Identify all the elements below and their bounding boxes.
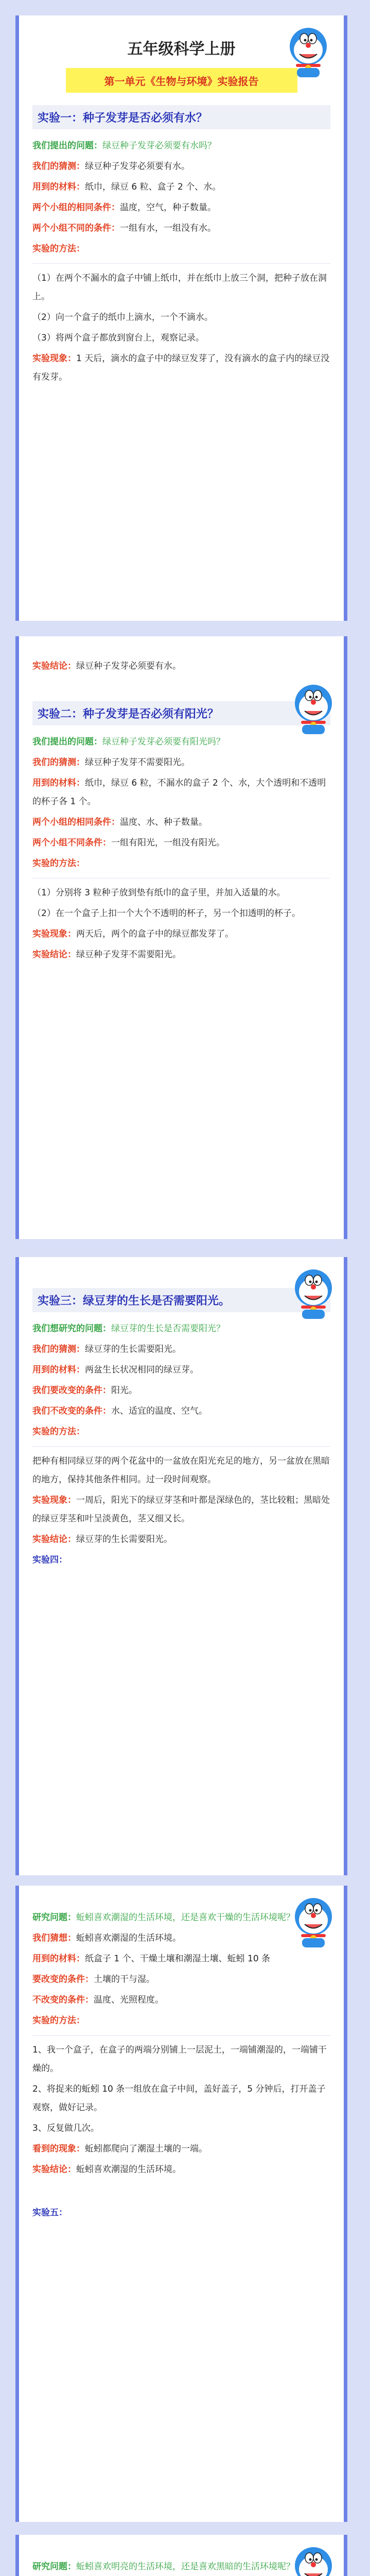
- doraemon-icon: [293, 1896, 333, 1948]
- divider: [32, 1446, 330, 1447]
- exp1-method-label: 实验的方法：: [32, 244, 85, 254]
- exp4-method-label: 实验的方法：: [32, 2015, 85, 2026]
- exp4-step-3: 3、反复做几次。: [32, 2123, 99, 2133]
- doraemon-icon: [293, 2545, 333, 2576]
- exp3-question: 我们想研究的问题：绿豆芽的生长是否需要阳光？: [32, 1324, 225, 1334]
- exp3-keep-condition: 我们不改变的条件：水、适宜的温度、空气。: [32, 1406, 207, 1416]
- exp3-method: 把种有相同绿豆芽的两个花盆中的一盆放在阳光充足的地方，另一盆放在黑暗的地方，保持其他条件相同。过一段时间观察。: [32, 1456, 330, 1485]
- exp1-same-conditions: 两个小组的相同条件：温度，空气，种子数量。: [32, 202, 216, 213]
- exp5-question: 研究问题：蚯蚓喜欢明亮的生活环境，还是喜欢黑暗的生活环境呢？: [32, 2562, 295, 2572]
- unit-banner: 第一单元《生物与环境》实验报告: [66, 68, 297, 93]
- exp1-step-1: （1）在两个不漏水的盒子中铺上纸巾，并在纸巾上放三个洞，把种子放在洞上。: [32, 273, 327, 302]
- exp2-same-conditions: 两个小组的相同条件：温度、水、种子数量。: [32, 817, 207, 827]
- exp4-materials: 用到的材料：纸盒子 1 个、干燥土壤和潮湿土壤、蚯蚓 10 条: [32, 1954, 271, 1964]
- card-2: [15, 636, 347, 1239]
- experiment-2-title: 实验二：种子发芽是否必须有阳光？: [32, 701, 330, 725]
- exp2-phenomenon: 实验现象：两天后，两个的盒子中的绿豆都发芽了。: [32, 929, 234, 939]
- doraemon-icon: [288, 26, 328, 78]
- exp2-diff-conditions: 两个小组不同条件：一组有阳光，一组没有阳光。: [32, 838, 225, 848]
- divider: [32, 263, 330, 264]
- doraemon-icon: [293, 1267, 333, 1320]
- card-1: [15, 15, 347, 621]
- exp4-question: 研究问题：蚯蚓喜欢潮湿的生活环境，还是喜欢干燥的生活环境呢？: [32, 1912, 295, 1923]
- exp2-step-1: （1）分别将 3 粒种子放到垫有纸巾的盒子里，并加入适量的水。: [32, 888, 286, 898]
- exp3-guess: 我们的猜测：绿豆芽的生长需要阳光。: [32, 1344, 181, 1354]
- doraemon-icon: [293, 683, 333, 735]
- page-title: 五年级科学上册: [127, 40, 236, 58]
- exp1-conclusion: 实验结论：绿豆种子发芽必须要有水。: [32, 661, 181, 671]
- experiment-5-heading: 实验五：: [32, 2208, 67, 2218]
- exp2-question: 我们提出的问题：绿豆种子发芽必须要有阳光吗？: [32, 737, 225, 747]
- exp1-diff-conditions: 两个小组不同的条件：一组有水，一组没有水。: [32, 223, 216, 233]
- exp1-phenomenon: 实验现象：1 天后，滴水的盒子中的绿豆发芽了，没有滴水的盒子内的绿豆没有发芽。: [32, 353, 330, 382]
- exp1-materials: 用到的材料：纸巾，绿豆 6 粒、盒子 2 个、水。: [32, 182, 221, 192]
- exp2-guess: 我们的猜测：绿豆种子发芽不需要阳光。: [32, 757, 190, 768]
- exp4-conclusion: 实验结论：蚯蚓喜欢潮湿的生活环境。: [32, 2164, 181, 2175]
- exp1-step-3: （3）将两个盒子都放到窗台上，观察记录。: [32, 333, 204, 343]
- exp3-phenomenon: 实验现象：一周后，阳光下的绿豆芽茎和叶都是深绿色的，茎比较粗；黑暗处的绿豆芽茎和叶呈淡黄色，茎又细又长。: [32, 1495, 330, 1524]
- exp1-question: 我们提出的问题：绿豆种子发芽必须要有水吗？: [32, 141, 216, 151]
- exp2-method-label: 实验的方法：: [32, 858, 85, 869]
- exp4-step-1: 1、我一个盒子，在盒子的两端分别铺上一层泥土，一端铺潮湿的，一端铺干燥的。: [32, 2045, 327, 2074]
- exp4-step-2: 2、将捉来的蚯蚓 10 条一组放在盒子中间，盖好盖子，5 分钟后，打开盖子观察，做好记录。: [32, 2084, 326, 2113]
- exp3-change-condition: 我们要改变的条件：阳光。: [32, 1385, 137, 1396]
- experiment-1-title: 实验一：种子发芽是否必须有水？: [32, 105, 330, 129]
- card-3: [15, 1257, 347, 1875]
- exp1-step-2: （2）向一个盒子的纸巾上滴水，一个不滴水。: [32, 312, 213, 323]
- exp3-conclusion: 实验结论：绿豆芽的生长需要阳光。: [32, 1534, 172, 1545]
- card-5: [15, 2535, 347, 2576]
- exp4-guess: 我们猜想：蚯蚓喜欢潮湿的生活环境。: [32, 1933, 181, 1943]
- experiment-4-heading: 实验四：: [32, 1555, 67, 1565]
- exp2-step-2: （2）在一个盒子上扣一个大个不透明的杯子，另一个扣透明的杯子。: [32, 908, 301, 919]
- exp4-change-condition: 要改变的条件：土壤的干与湿。: [32, 1974, 155, 1985]
- exp2-materials: 用到的材料：纸巾，绿豆 6 粒，不漏水的盒子 2 个、水，大个透明和不透明的杯子各 1 个。: [32, 778, 326, 807]
- card-4: [15, 1886, 347, 2522]
- exp3-materials: 用到的材料：两盆生长状况相同的绿豆芽。: [32, 1365, 199, 1375]
- exp1-guess: 我们的猜测：绿豆种子发芽必须要有水。: [32, 161, 190, 172]
- exp2-conclusion: 实验结论：绿豆种子发芽不需要阳光。: [32, 950, 181, 960]
- divider: [32, 2035, 330, 2036]
- experiment-3-title: 实验三：绿豆芽的生长是否需要阳光。: [32, 1288, 330, 1312]
- exp4-phenomenon: 看到的现象：蚯蚓都爬向了潮湿土壤的一端。: [32, 2144, 207, 2154]
- exp4-keep-condition: 不改变的条件：温度、光照程度。: [32, 1995, 164, 2005]
- exp3-method-label: 实验的方法：: [32, 1427, 85, 1437]
